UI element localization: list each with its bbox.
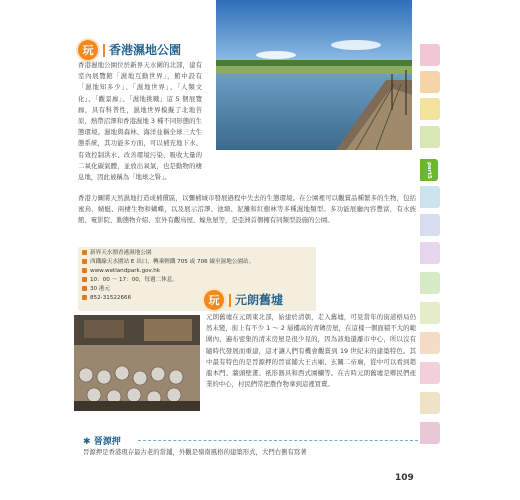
paragraph: 晉源押是香港現存最古老的當鋪，外觀是嶺南風格的建築形式，大門右側有寫著 bbox=[83, 448, 307, 456]
section-title: 香港濕地公園 bbox=[103, 44, 181, 57]
side-tab[interactable] bbox=[420, 126, 440, 148]
side-tab[interactable] bbox=[420, 44, 440, 66]
paragraph: 元朗舊墟在元朗東北部，始建於清朝，走入舊墟，可見當年的街道格局仍然未變，街上有不少 1 ～ 2 層樓高的青磚房屋，在這樣一個面積不大的範圍內，遍布密集的清末房屋是很少見的，因為該地還離市中心，所以沒有隨時代發展而重建，這才讓人們有機會觀賞到 19 世紀末的建築特色。其中最有特色的是晉源押的晉富鋪大王古廟、玄關二帝廟，從中可以看到趙龍本門、牆頭壁畫、祇形器具和西式園欄等。在古時元朗舊墟是鄉民們產業的中心，村民們常把農作物拿到這裡買賣。 bbox=[206, 313, 416, 389]
side-tab[interactable] bbox=[420, 71, 440, 93]
divider bbox=[138, 440, 418, 441]
phone-icon bbox=[82, 295, 87, 300]
clock-icon bbox=[82, 277, 87, 282]
side-tab[interactable] bbox=[420, 98, 440, 120]
paragraph bbox=[78, 154, 416, 194]
old-town-photo bbox=[74, 315, 200, 411]
info-hours: 10：00 ～ 17：00，每週二休息。 bbox=[82, 276, 178, 284]
transport-icon bbox=[82, 259, 87, 264]
info-transport: 西鐵線天水圍站 E 出口，轉乘輕鐵 705 或 706 線至濕地公園站。 bbox=[82, 258, 254, 266]
side-tab[interactable] bbox=[420, 422, 440, 444]
page-number: 109 bbox=[395, 473, 414, 483]
web-icon bbox=[82, 268, 87, 273]
info-price: 30 港元 bbox=[82, 285, 110, 293]
subsection-title: ✱ 晉源押 bbox=[83, 437, 121, 447]
paragraph: 香港濕地公園位於新界天水圍的北部，建有室內展覽館「濕地互動世界」，館中設有「濕地知多少」、「濕地世界」、「人類文化」、「觀景廊」、「濕地挑戰」這 5 個展覽廊，具有科普性，濕地世界模擬了北地苔原、熱帶沼澤和香港濕地 3 種不同形態的生態環境。濕地與森林、海洋並稱全球三大生態系統，其功能多方面，可以補充地下水、有效控制洪水、改善環境污染、吸收大量的二氧化碳氣體，並放出氧氣，也是動物的棲息地，因此被稱為「地球之腎」。 bbox=[78, 61, 202, 182]
wetland-photo bbox=[216, 0, 412, 150]
play-badge: 玩 bbox=[204, 290, 224, 310]
side-tab[interactable] bbox=[420, 362, 440, 384]
side-tab[interactable] bbox=[420, 272, 440, 294]
section-title: 元朗舊墟 bbox=[229, 294, 283, 307]
info-website[interactable]: www.wetlandpark.gov.hk bbox=[82, 267, 160, 275]
side-tab[interactable] bbox=[420, 214, 440, 236]
page bbox=[78, 0, 418, 500]
side-tab[interactable] bbox=[420, 302, 440, 324]
section-header-yuen-long bbox=[204, 290, 283, 310]
location-icon bbox=[82, 250, 87, 255]
side-tab[interactable] bbox=[420, 332, 440, 354]
paragraph: 香港力圖將天然濕地打造成補償區，以彌補城市發展過程中失去的生態環境。在公園裡可以觀賞品種繁多的生物，包括蜜鳥、蜻蜓、兩棲生物和蝴蝶，以及展示沼澤、池塘、泥灘和紅樹林等多種濕地類型。多功能展廳內容豐富，有水族館、電影院、動態物介紹、室外有觀鳥屋、蠔魚屋等，是亞洲首個擁有同類型設施的公園。 bbox=[78, 194, 416, 225]
side-tab[interactable] bbox=[420, 392, 440, 414]
info-phone: 852-31522666 bbox=[82, 294, 131, 302]
play-badge: 玩 bbox=[78, 40, 98, 60]
info-address: 新界天水圍香港濕地公園 bbox=[82, 249, 152, 257]
ticket-icon bbox=[82, 286, 87, 291]
side-tab[interactable] bbox=[420, 186, 440, 208]
section-header-wetland bbox=[78, 40, 181, 60]
side-tab-active[interactable]: part5 bbox=[420, 159, 438, 181]
side-tab[interactable] bbox=[420, 242, 440, 264]
